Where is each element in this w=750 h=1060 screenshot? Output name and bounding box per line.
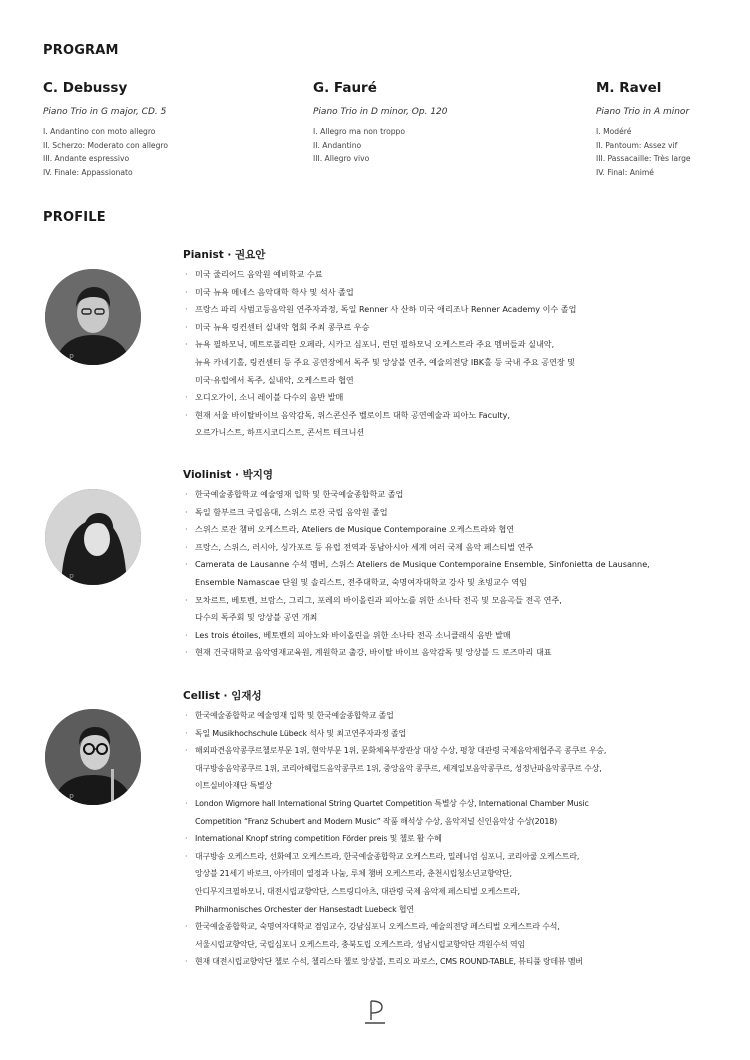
profile-heading: PROFILE — [43, 210, 106, 225]
program-work-faure — [313, 80, 493, 166]
bio-item: · London Wigmore hall International String Quartet Competition 특별상 수상, International Chamber Music Competition “Franz Schubert and Modern Music” 작품 해석상 수상, 음악저널 신인음악상 수상(2018) — [183, 795, 713, 830]
movement-list — [596, 125, 746, 179]
work-title: Piano Trio in G major, CD. 5 — [43, 107, 167, 117]
bio-item: · Camerata de Lausanne 수석 멤버, 스위스 Ateliers de Musique Contemporaine Ensemble, Sinfonietta de Lausanne, Ensemble Namascae 단원 및 솔리스트, 전주대학교, 숙명여자대학교 강사 및 초빙교수 역임 — [183, 556, 713, 591]
artist-bio-list — [183, 486, 713, 662]
bio-item: · Les trois étoiles, 베토벤의 피아노와 바이올린을 위한 소나타 전곡 소니클래식 음반 발매 — [183, 627, 713, 645]
movement-item: III. Passacaille: Très large — [596, 154, 691, 163]
movement-list — [313, 125, 493, 166]
bio-item: · 해외파견음악콩쿠르첼로부문 1위, 현악부문 1위, 문화체육부장관상 대상 수상, 평창 대관령 국제음악제협주곡 콩쿠르 우승, 대구방송음악콩쿠르 1위, 코리아헤럴드음악콩쿠르 1위, 중앙음악 콩쿠르, 세계일보음악콩쿠르, 성정난파음악콩쿠르 수상, 이트실비아재단 특별상 — [183, 742, 713, 795]
violinist-portrait — [45, 489, 141, 585]
cellist-portrait — [45, 709, 141, 805]
photo-watermark: P — [69, 573, 74, 582]
bio-item: · 한국예술종합학교, 숙명여자대학교 겸임교수, 강남심포니 오케스트라, 예술의전당 페스티벌 오케스트라 수석, 서울시립교향악단, 국립심포니 오케스트라, 충북도립 오케스트라, 성남시립교향악단 객원수석 역임 — [183, 918, 713, 953]
artist-bio-list — [183, 266, 713, 442]
movement-item: IV. Final: Animé — [596, 167, 654, 177]
composer-name: G. Fauré — [313, 80, 377, 96]
artist-bio-list — [183, 707, 713, 971]
bio-item: · 현재 대전시립교향악단 첼로 수석, 첼리스타 첼로 앙상블, 트리오 파로스, CMS ROUND-TABLE, 뷰티풀 랑데뷰 멤버 — [183, 953, 713, 971]
bio-item: · 프랑스 파리 사범고등음악원 연주자과정, 독일 Renner 사 산하 미국 애리조나 Renner Academy 이수 졸업 — [183, 301, 713, 319]
bio-item: · International Knopf string competition Förder preis 및 첼로 활 수혜 — [183, 830, 713, 848]
bio-item: · 한국예술종합학교 예술영재 입학 및 한국예술종합학교 졸업 — [183, 707, 713, 725]
photo-watermark: P — [69, 353, 74, 362]
bio-item: · 한국예술종합학교 예술영재 입학 및 한국예술종합학교 졸업 — [183, 486, 713, 504]
movement-list — [43, 125, 223, 179]
bio-item: · 오디오가이, 소니 레이블 다수의 음반 발매 — [183, 389, 713, 407]
bio-item: · 독일 함부르크 국립음대, 스위스 로잔 국립 음악원 졸업 — [183, 504, 713, 522]
program-heading: PROGRAM — [43, 43, 119, 58]
artist-role-name: Violinist · 박지영 — [183, 469, 274, 481]
bio-item: · 미국 뉴욕 메네스 음악대학 학사 및 석사 졸업 — [183, 284, 713, 302]
bio-item: · 미국 줄리어드 음악원 예비학교 수료 — [183, 266, 713, 284]
artist-role-name: Cellist · 임재성 — [183, 690, 262, 702]
movement-item: II. Pantoum: Assez vif — [596, 140, 678, 150]
bio-item: · 독일 Musikhochschule Lübeck 석사 및 최고연주자과정 졸업 — [183, 725, 713, 743]
work-title: Piano Trio in D minor, Op. 120 — [313, 107, 448, 117]
composer-name: C. Debussy — [43, 80, 128, 96]
bio-item: · 뉴욕 필하모닉, 메트로폴리탄 오페라, 시카고 심포니, 런던 필하모닉 오케스트라 주요 멤버들과 실내악, 뉴욕 카네기홀, 링컨센터 등 주요 공연장에서 독주 및 앙상블 연주, 예술의전당 IBK홀 등 국내 주요 공연장 및 미국·유럽에서 독주, 실내악, 오케스트라 협연 — [183, 336, 713, 389]
bio-item: · 스위스 로잔 챔버 오케스트라, Ateliers de Musique Contemporaine 오케스트라와 협연 — [183, 521, 713, 539]
composer-name: M. Ravel — [596, 80, 662, 96]
movement-item: I. Modéré — [596, 127, 632, 136]
movement-item: I. Allegro ma non troppo — [313, 127, 406, 136]
work-title: Piano Trio in A minor — [596, 107, 690, 117]
bio-item: · 대구방송 오케스트라, 선화예고 오케스트라, 한국예술종합학교 오케스트라, 밀레니엄 심포니, 코리아쿱 오케스트라, 앙상블 21세기 바로크, 아카데미 열정과 나눔, 루체 챔버 오케스트라, 춘천시립청소년교향악단, 안디무지크필하모니, 대전시립교향악단, 스트링디아츠, 대관령 국제 음악제 페스티벌 오케스트라, Philharmonisches Orchester der Hansestadt Luebeck 협연 — [183, 848, 713, 918]
movement-item: III. Andante espressivo — [43, 154, 130, 163]
movement-item: III. Allegro vivo — [313, 154, 370, 163]
bio-item: · 미국 뉴욕 링컨센터 실내악 협회 주최 콩쿠르 우승 — [183, 319, 713, 337]
movement-item: II. Scherzo: Moderato con allegro — [43, 140, 169, 150]
bio-item: · 프랑스, 스위스, 러시아, 싱가포르 등 유럽 전역과 동남아시아 세계 여러 국제 음악 페스티벌 연주 — [183, 539, 713, 557]
bio-item: · 현재 서울 바이탈바이브 음악감독, 위스콘신주 벨로이트 대학 공연예술과 피아노 Faculty, 오르가니스트, 하프시코디스트, 콘서트 테크니션 — [183, 407, 713, 442]
movement-item: II. Andantino — [313, 140, 362, 150]
artist-role-name: Pianist · 권요안 — [183, 249, 266, 261]
program-work-debussy — [43, 80, 223, 179]
bio-item: · 모차르트, 베토벤, 브람스, 그리그, 포레의 바이올린과 피아노를 위한 소나타 전곡 및 모음곡들 전곡 연주, 다수의 독주회 및 앙상블 공연 개최 — [183, 592, 713, 627]
photo-watermark: P — [69, 793, 74, 802]
program-work-ravel — [596, 80, 746, 179]
movement-item: I. Andantino con moto allegro — [43, 127, 156, 136]
pianist-portrait — [45, 269, 141, 365]
movement-item: IV. Finale: Appassionato — [43, 167, 133, 177]
brand-logo — [360, 998, 390, 1028]
bio-item: · 현재 건국대학교 음악영재교육원, 계원학교 출강, 바이탈 바이브 음악감독 및 앙상블 드 로즈마리 대표 — [183, 644, 713, 662]
